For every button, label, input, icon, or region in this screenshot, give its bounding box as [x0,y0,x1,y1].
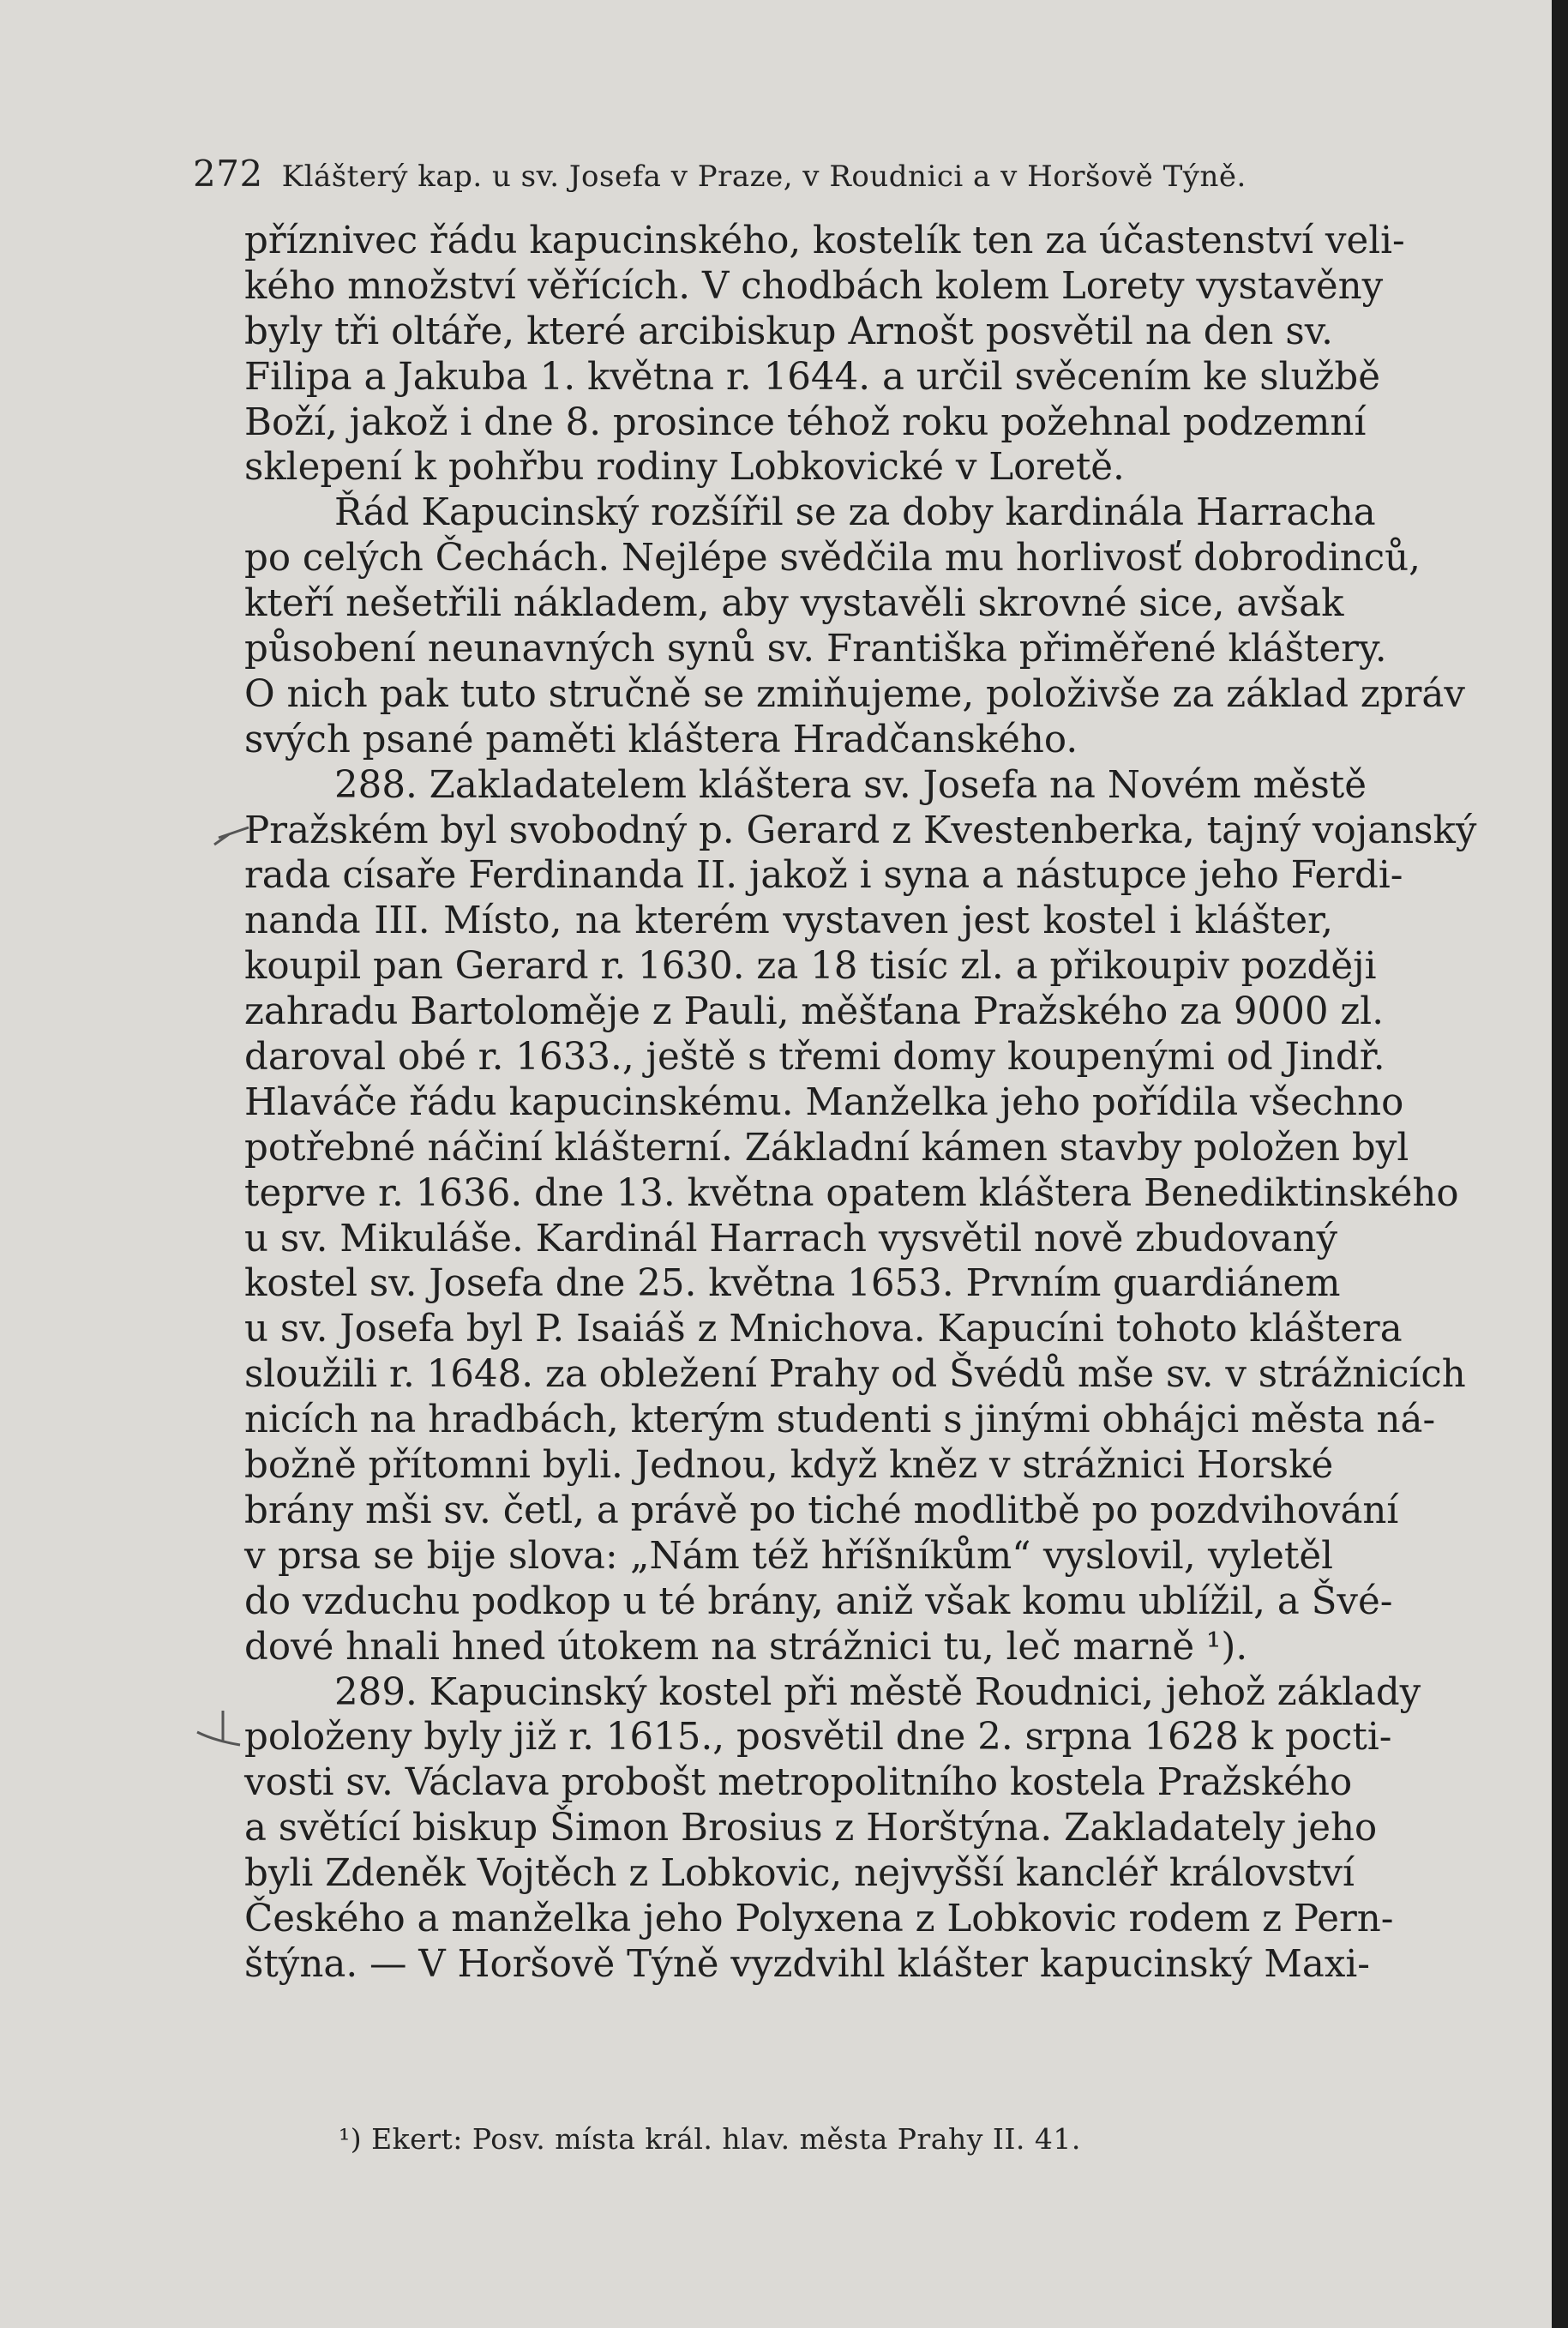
text-line: Řád Kapucinský rozšířil se za doby kardinála Harracha [334,491,1376,535]
text-line: sloužili r. 1648. za obležení Prahy od Švédů mše sv. v strážnicích [244,1353,1466,1397]
text-line: v prsa se bije slova: „Nám též hříšníkům“ vyslovil, vyletěl [244,1534,1333,1578]
text-line: kostel sv. Josefa dne 25. května 1653. Prvním guardiánem [244,1262,1341,1306]
running-header [193,153,1342,195]
text-line: u sv. Josefa byl P. Isaiáš z Mnichova. Kapucíni tohoto kláštera [244,1308,1403,1351]
text-line: u sv. Mikuláše. Kardinál Harrach vysvětil nově zbudovaný [244,1217,1338,1260]
text-line: potřebné náčiní klášterní. Základní kámen stavby položen byl [244,1126,1409,1170]
text-line: do vzduchu podkop u té brány, aniž však komu ublížil, a Švé- [244,1579,1393,1623]
text-line: koupil pan Gerard r. 1630. za 18 tisíc zl. a přikoupiv později [244,945,1377,989]
text-line: a světící biskup Šimon Brosius z Horštýna. Zakladately jeho [244,1807,1378,1850]
text-line: Českého a manželka jeho Polyxena z Lobkovic rodem z Pern- [244,1897,1394,1940]
text-line: nicích na hradbách, kterým studenti s jinými obhájci města ná- [244,1399,1436,1442]
margin-pencil-mark [210,819,253,853]
footnote: ¹) Ekert: Posv. místa král. hlav. města Prahy II. 41. [339,2122,1081,2156]
text-line: O nich pak tuto stručně se zmiňujeme, položivše za základ zpráv [244,672,1465,716]
text-line: položeny byly již r. 1615., posvětil dne 2. srpna 1628 k pocti- [244,1716,1392,1760]
body-text [244,219,1477,1988]
running-title: Klášterý kap. u sv. Josefa v Praze, v Roudnici a v Horšově Týně. [281,159,1247,194]
text-line: Boží, jakož i dne 8. prosince téhož roku požehnal podzemní [244,400,1367,444]
text-line: kého množství věřících. V chodbách kolem Lorety vystavěny [244,264,1384,308]
text-line: Filipa a Jakuba 1. května r. 1644. a určil svěcením ke službě [244,355,1380,399]
text-line: zahradu Bartoloměje z Pauli, měšťana Pražského za 9000 zl. [244,990,1385,1034]
text-line: působení neunavných synů sv. Františka přiměřené kláštery. [244,628,1387,671]
text-line: 288. Zakladatelem kláštera sv. Josefa na Novém městě [334,763,1367,807]
text-line: brány mši sv. četl, a právě po tiché modlitbě po pozdvihování [244,1489,1399,1532]
text-line: kteří nešetřili nákladem, aby vystavěli skrovné sice, avšak [244,582,1344,626]
text-line: štýna. — V Horšově Týně vyzdvihl klášter kapucinský Maxi- [244,1942,1370,1986]
text-line: teprve r. 1636. dne 13. května opatem kláštera Benediktinského [244,1171,1459,1215]
text-line: byli Zdeněk Vojtěch z Lobkovic, nejvyšší kancléř království [244,1852,1355,1896]
text-line: příznivec řádu kapucinského, kostelík ten za účastenství veli- [244,220,1405,262]
page-number: 272 [193,153,263,195]
text-line: nanda III. Místo, na kterém vystaven jest kostel i klášter, [244,899,1333,943]
text-line: rada císaře Ferdinanda II. jakož i syna a nástupce jeho Ferdi- [244,854,1403,898]
text-line: 289. Kapucinský kostel při městě Roudnici, jehož základy [334,1670,1421,1714]
text-line: Hlaváče řádu kapucinskému. Manželka jeho pořídila všechno [244,1080,1404,1124]
text-line: vosti sv. Václava probošt metropolitního kostela Pražského [244,1761,1353,1805]
text-line: sklepení k pohřbu rodiny Lobkovické v Loretě. [244,446,1125,490]
text-line: byly tři oltáře, které arcibiskup Arnošt posvětil na den sv. [244,310,1333,353]
text-line: božně přítomni byli. Jednou, když kněz v strážnici Horské [244,1444,1334,1488]
text-line: dové hnali hned útokem na strážnici tu, leč marně ¹). [244,1625,1248,1669]
text-line: svých psané paměti kláštera Hradčanského. [244,718,1078,761]
text-line: po celých Čechách. Nejlépe svědčila mu horlivosť dobrodinců, [244,537,1421,580]
text-line: daroval obé r. 1633., ještě s třemi domy koupenými od Jindř. [244,1036,1385,1080]
text-line: Pražském byl svobodný p. Gerard z Kvestenberka, tajný vojanský [244,809,1477,852]
margin-pencil-mark [189,1706,249,1758]
